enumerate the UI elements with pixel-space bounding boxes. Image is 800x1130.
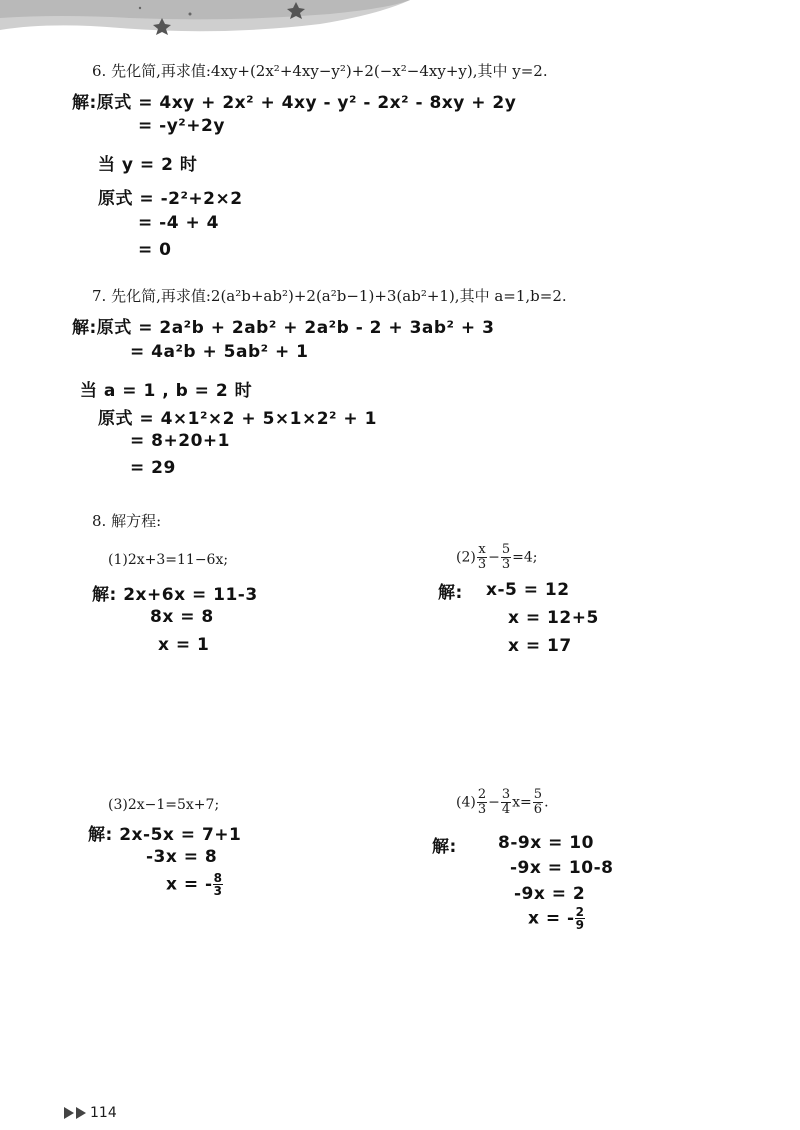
q6-line-2: = -y²+2y	[138, 116, 225, 136]
q6-line-6: = 0	[138, 240, 172, 260]
q8-title: 8. 解方程:	[92, 512, 162, 530]
q8-3-prompt: (3)2x−1=5x+7;	[108, 797, 220, 813]
q8-4-line-2: -9x = 10-8	[510, 858, 614, 878]
top-banner	[0, 0, 800, 40]
q6-line-5: = -4 + 4	[138, 213, 219, 233]
q8-2-line-1: x-5 = 12	[486, 580, 570, 600]
double-arrow-icon	[64, 1106, 90, 1120]
page-number-text: 114	[90, 1105, 117, 1121]
q8-4-line-3: -9x = 2	[514, 884, 586, 904]
q8-4-line-1: 8-9x = 10	[498, 833, 594, 853]
q8-1-line-3: x = 1	[158, 635, 210, 655]
q7-line-6: = 29	[130, 458, 176, 478]
q8-4-label: 解:	[432, 837, 457, 857]
q8-2-label: 解:	[438, 583, 463, 603]
q7-prompt: 7. 先化简,再求值:2(a²b+ab²)+2(a²b−1)+3(ab²+1),其中 a=1,b=2.	[92, 287, 567, 305]
q8-4-line-4: x = - $\frac{2}{9}$	[528, 905, 585, 932]
q8-4-prompt: (4) $\frac{2}{3}$ − $\frac{3}{4}$ x= $\frac{5}{6}$ .	[456, 787, 549, 817]
q7-line-5: = 8+20+1	[130, 431, 230, 451]
q8-2-prompt: (2) $\frac{x}{3}$ − $\frac{5}{3}$ =4;	[456, 542, 538, 572]
q8-3-line-1: 解: 2x-5x = 7+1	[88, 825, 242, 845]
q8-1-prompt: (1)2x+3=11−6x;	[108, 552, 229, 568]
q8-2-line-3: x = 17	[508, 636, 572, 656]
q6-line-1: 解:原式 = 4xy + 2x² + 4xy - y² - 2x² - 8xy + 2y	[72, 93, 517, 113]
q6-line-3: 当 y = 2 时	[98, 155, 198, 175]
q7-line-3: 当 a = 1 , b = 2 时	[80, 381, 253, 401]
q6-prompt: 6. 先化简,再求值:4xy+(2x²+4xy−y²)+2(−x²−4xy+y),其中 y=2.	[92, 62, 548, 80]
q8-1-line-2: 8x = 8	[150, 607, 214, 627]
page-number	[64, 1105, 117, 1121]
q8-3-line-3: x = - $\frac{8}{3}$	[166, 871, 223, 898]
q8-3-line-2: -3x = 8	[146, 847, 218, 867]
q8-1-line-1: 解: 2x+6x = 11-3	[92, 585, 258, 605]
q7-line-2: = 4a²b + 5ab² + 1	[130, 342, 309, 362]
q6-line-4: 原式 = -2²+2×2	[98, 189, 243, 209]
q7-line-1: 解:原式 = 2a²b + 2ab² + 2a²b - 2 + 3ab² + 3	[72, 318, 495, 338]
banner-graphic	[0, 0, 800, 40]
q7-line-4: 原式 = 4×1²×2 + 5×1×2² + 1	[98, 409, 377, 429]
q8-2-line-2: x = 12+5	[508, 608, 599, 628]
